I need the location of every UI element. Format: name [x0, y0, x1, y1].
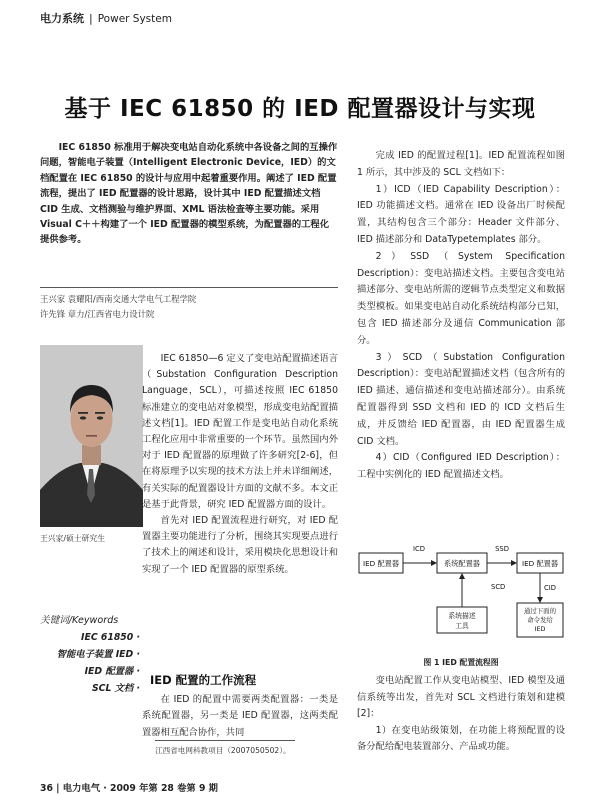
system-tool-label-2: 工具 — [455, 622, 469, 630]
right-paragraph-4: 3）SCD（Substation Configuration Description）：变电站配置描述文档（包含所有的 IED 描述、通信描述和变电站描述部分）。由系统配置器得到 SSD 文档和 IED 的 ICD 文档后生成，并反馈给 IED 配置器，由 IED 配置器生成 CID 文档。 — [357, 351, 565, 447]
figure-caption: 图 1 IED 配置流程图 — [423, 658, 499, 667]
right-paragraph-2: 1）ICD（IED Capability Description）：IED 功能描述文档。通常在 IED 设备出厂时候配置，其结构包含三个部分：Header 文件部分、IED 描述部分和 DataTypetemplates 部分。 — [357, 183, 565, 245]
section-paragraph: 在 IED 的配置中需要两类配置器：一类是系统配置器，另一类是 IED 配置器，这两类配置器相互配合协作，共同 — [142, 694, 338, 738]
affiliation-divider — [40, 287, 338, 288]
communication-label-3: IED — [534, 625, 546, 633]
author-photo — [40, 345, 143, 527]
ied-config-label-right: IED 配置器 — [521, 559, 559, 568]
photo-caption: 王兴家/硕士研究生 — [40, 534, 106, 543]
section-heading: IED 配置的工作流程 — [150, 673, 257, 687]
article-title: 基于 IEC 61850 的 IED 配置器设计与实现 — [64, 96, 536, 122]
ied-config-label-left: IED 配置器 — [362, 559, 400, 568]
intro-text — [142, 351, 338, 578]
figure-1 — [357, 537, 565, 649]
communication-label-1: 通过下面的 — [524, 607, 556, 615]
scd-label: SCD — [491, 583, 506, 591]
abstract — [40, 140, 338, 248]
footnote-divider — [155, 740, 295, 741]
section-body — [142, 692, 338, 741]
communication-label-2: 命令发给 — [527, 616, 553, 624]
abstract-paragraph: IEC 61850 标准用于解决变电站自动化系统中各设备之间的互操作问题，智能电子装置（Intelligent Electronic Device，IED）的文档配置在 IEC 61850 的设计与应用中起着重要作用。阐述了 IED 配置流程，提出了 IED 配置器的设计思路，设计其中 IED 配置描述文档 CID 生成、文档测验与维护界面、XML 语法检查等主要功能。采用 Visual C＋＋构建了一个 IED 配置器的模型系统，为配置器的工程化提供参考。 — [40, 142, 338, 246]
author-portrait-image — [40, 345, 143, 527]
intro-paragraph-1: IEC 61850—6 定义了变电站配置描述语言（Substation Configuration Description Language，SCL），可描述按照 IEC 61850 标准建立的变电站对象模型，形成变电站配置描述文档[1]。IED 配置工作是变电站自动化系统工程化应用中非常重要的一个环节。虽然国内外对于 IED 配置器的原理做了许多研究[2-6]，但在将原理予以实现的技术方法上并未详细阐述，有关实际的配置器设计方面的文献不多。本文正是基于此背景，研究 IED 配置器方面的设计。 — [142, 353, 338, 510]
cid-label: CID — [544, 584, 556, 592]
footnote: 江西省电网科教项目（2007050502）。 — [155, 746, 291, 755]
keyword-item: IED 配置器 · — [84, 666, 140, 677]
affiliation-1: 王兴家 袁耀阳/西南交通大学电气工程学院 — [40, 294, 197, 304]
keywords-label: 关键词/Keywords — [40, 615, 119, 626]
right-column-bottom-text — [357, 673, 565, 756]
system-config-label: 系统配置器 — [444, 559, 480, 568]
right-paragraph-3: 2）SSD（System Specification Description）：变电站描述文档。主要包含变电站描述部分、变电站所需的逻辑节点类型定义和数据类型模板。如果变电站自动化系统结构部分已知，包含 IED 描述部分及通信 Communication 部分。 — [357, 250, 565, 346]
ssd-label: SSD — [495, 545, 509, 553]
keyword-item: SCL 文档 · — [91, 683, 140, 694]
keyword-item: IEC 61850 · — [81, 632, 140, 643]
system-tool-label-1: 系统描述 — [448, 612, 476, 620]
right-bottom-paragraph-1: 变电站配置工作从变电站模型、IED 模型及通信系统等出发，首先对 SCL 文档进行策划和建模[2]： — [357, 675, 565, 719]
affiliation-2: 许先锋 章力/江西省电力设计院 — [40, 309, 155, 319]
journal-header — [40, 10, 172, 26]
journal-name-en: Power System — [97, 13, 172, 25]
journal-name-cn: 电力系统 — [40, 12, 84, 25]
keyword-item: 智能电子装置 IED · — [56, 649, 140, 660]
page-footer: 36 | 电力电气 · 2009 年第 28 卷第 9 期 — [40, 783, 218, 794]
right-paragraph-1: 完成 IED 的配置过程[1]。IED 配置流程如图 1 所示，其中涉及的 SCL 文档如下： — [357, 150, 565, 178]
keywords-list — [40, 629, 140, 697]
header-separator: | — [89, 12, 93, 25]
intro-paragraph-2: 首先对 IED 配置流程进行研究，对 IED 配置器主要功能进行了分析，围绕其实现要点进行了技术上的阐述和设计，采用模块化思想设计和实现了一个 IED 配置器的原型系统。 — [142, 515, 338, 575]
right-bottom-paragraph-2: 1）在变电站级策划，在功能上将预配置的设备分配给配电装置部分、产品或功能。 — [357, 724, 565, 752]
config-flow-diagram — [357, 537, 565, 649]
right-paragraph-5: 4）CID（Configured IED Description）：工程中实例化的 IED 配置描述文档。 — [357, 452, 565, 481]
icd-label: ICD — [413, 545, 425, 553]
right-column-text — [357, 148, 565, 484]
